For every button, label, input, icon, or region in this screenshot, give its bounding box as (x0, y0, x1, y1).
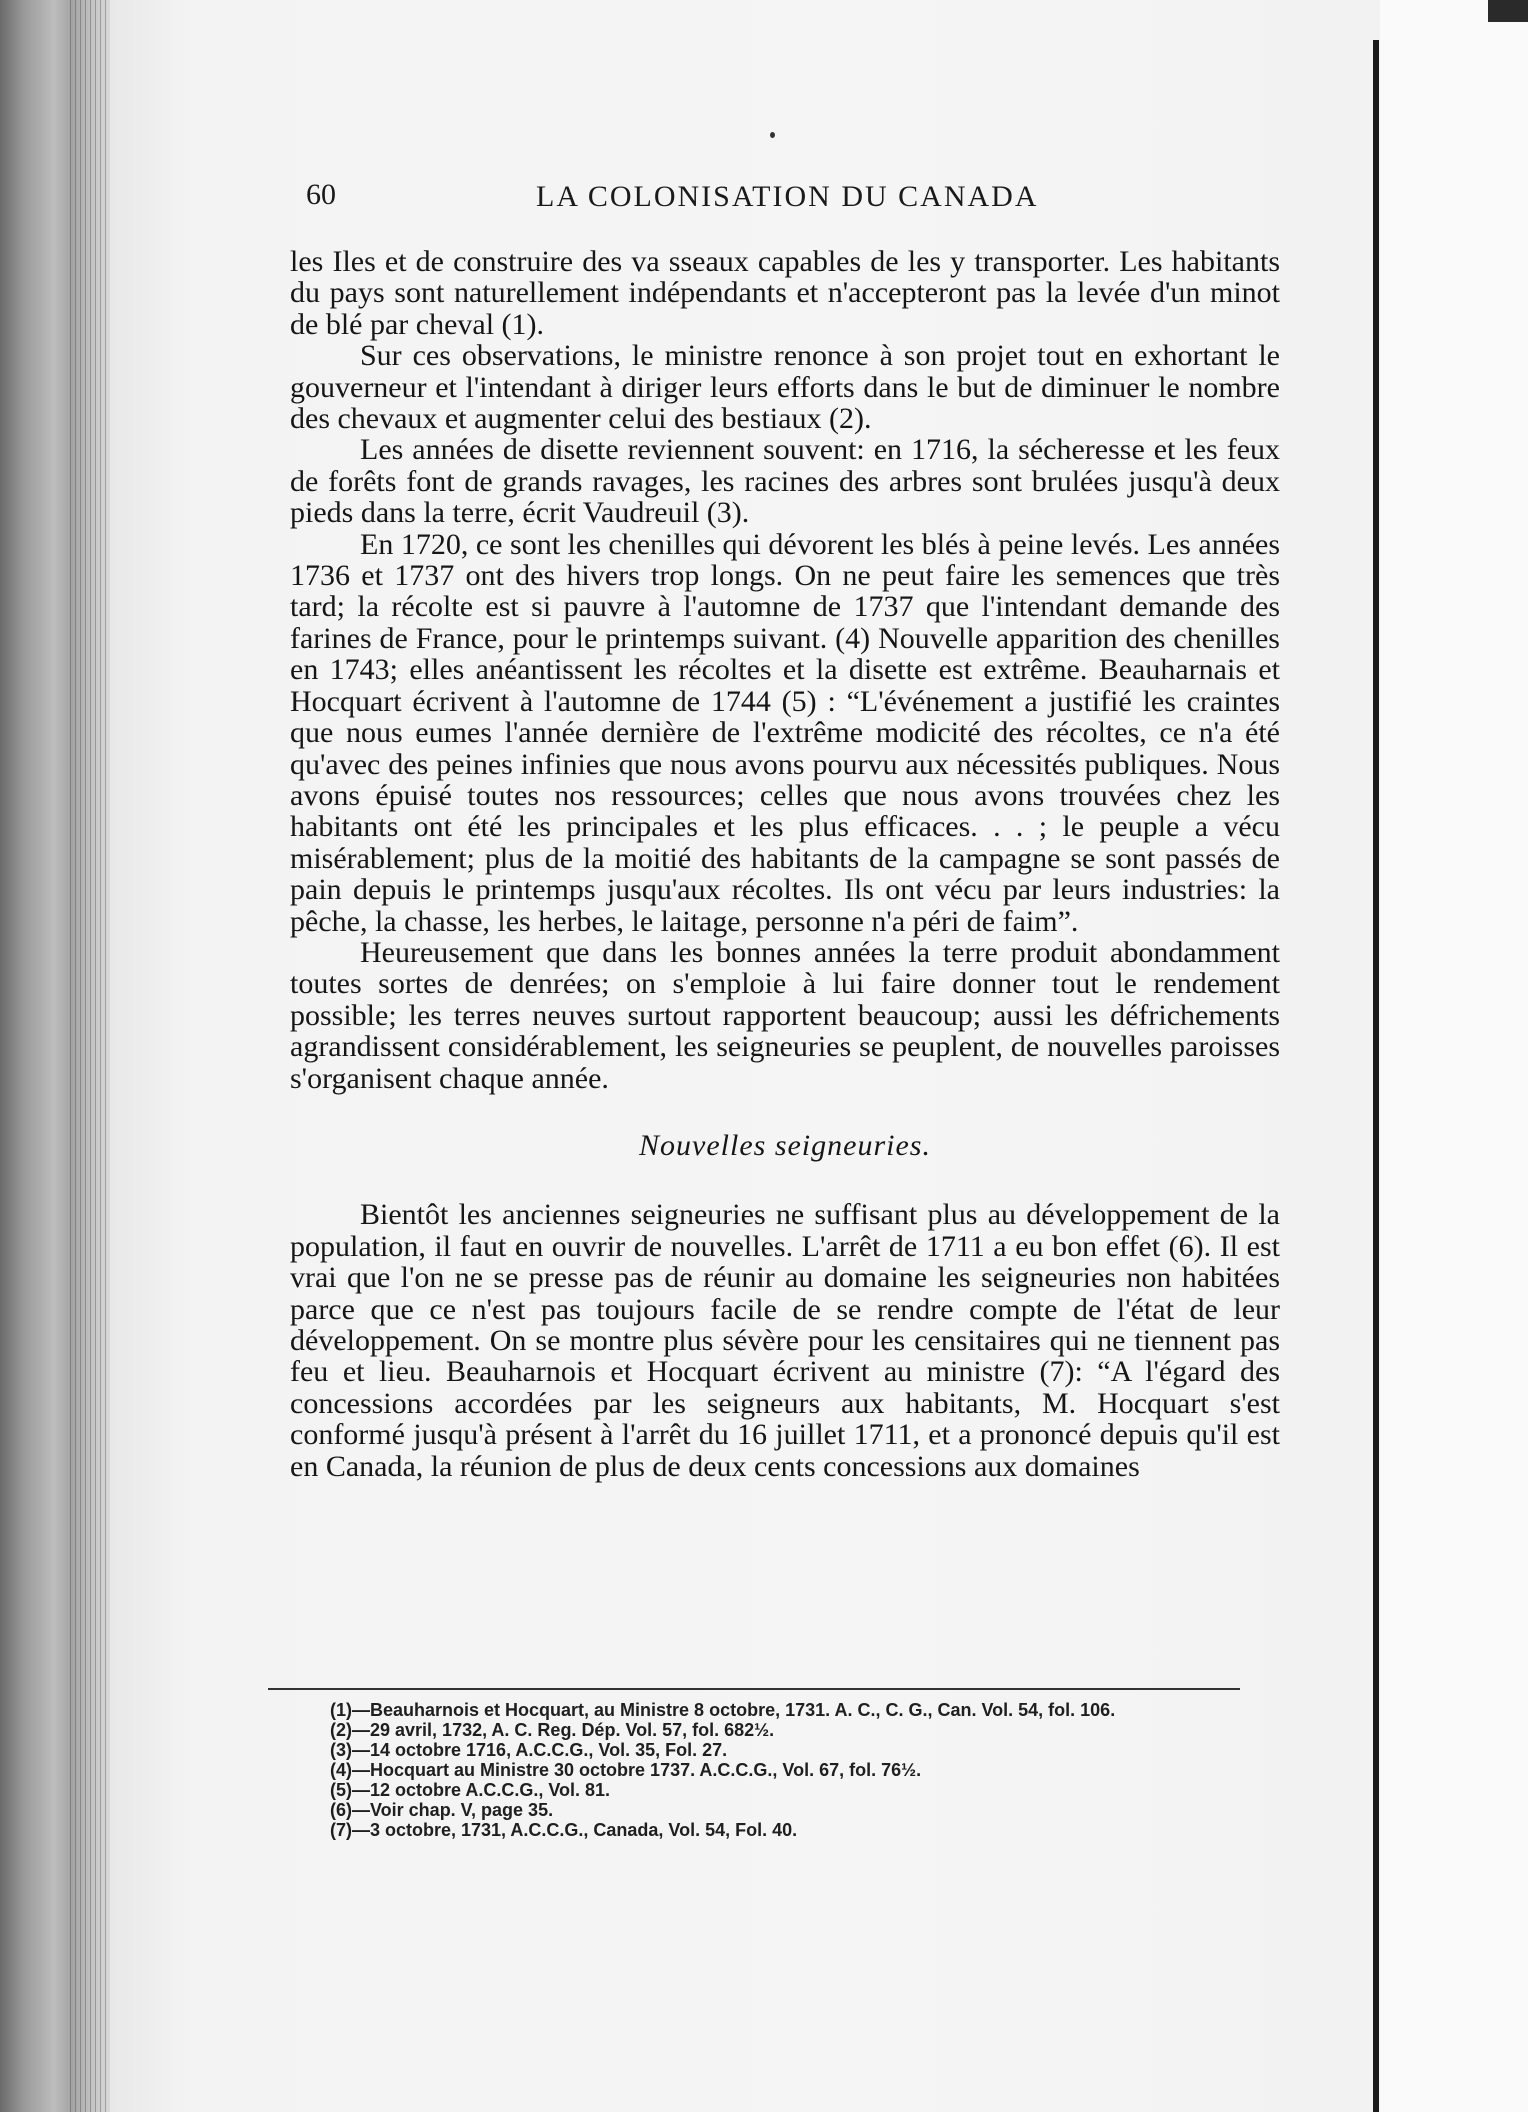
page-edges (70, 0, 110, 2112)
footnote: (4)—Hocquart au Ministre 30 octobre 1737. A.C.C.G., Vol. 67, fol. 76½. (330, 1760, 922, 1780)
paragraph: En 1720, ce sont les chenilles qui dévorent les blés à peine levés. Les années 1736 et 1737 ont des hivers trop longs. On ne peut faire les semences que très tard; la récolte est si pauvre à l'automne de 1737 que l'intendant demande des farines de France, pour le printemps suivant. (4) Nouvelle apparition des chenilles en 1743; elles anéantissent les récoltes et la disette est extrême. Beauharnais et Hocquart écrivent à l'automne de 1744 (5) : “L'événement a justifié les craintes que nous eumes l'année dernière de l'extrême modicité des récoltes, ce n'a été qu'avec des peines infinies que nous avons pourvu aux nécessités publiques. Nous avons épuisé toutes nos ressources; celles que nous avons trouvées chez les habitants ont été les principales et les plus efficaces. . . ; le peuple a vécu misérablement; plus de la moitié des habitants de la campagne se sont passés de pain depuis le printemps jusqu'aux récoltes. Ils ont vécu par leurs industries: la pêche, la chasse, les herbes, le laitage, personne n'a péri de faim”. (290, 527, 1280, 938)
paragraph: Les années de disette reviennent souvent: en 1716, la sécheresse et les feux de forêts font de grands ravages, les racines des arbres sont brulées jusqu'à deux pieds dans la terre, écrit Vaudreuil (3). (290, 433, 1280, 530)
running-title: LA COLONISATION DU CANADA (536, 180, 1039, 213)
section-heading: Nouvelles seigneuries. (639, 1128, 931, 1162)
footnote: (6)—Voir chap. V, page 35. (330, 1800, 554, 1820)
facing-page-edge (1380, 0, 1528, 2112)
footnote: (5)—12 octobre A.C.C.G., Vol. 81. (330, 1780, 611, 1800)
paragraph: les Iles et de construire des va sseaux capables de les y transporter. Les habitants du pays sont naturellement indépendants et n'accepteront pas la levée d'un minot de blé par cheval (1). (290, 245, 1280, 341)
corner-shadow (1488, 0, 1528, 22)
page-number: 60 (306, 178, 336, 211)
page-gutter-shadow (1373, 40, 1379, 2112)
footnote: (7)—3 octobre, 1731, A.C.C.G., Canada, Vol. 54, Fol. 40. (330, 1820, 798, 1840)
paragraph: Heureusement que dans les bonnes années la terre produit abondamment toutes sortes de denrées; on s'emploie à lui faire donner tout le rendement possible; les terres neuves surtout rapportent beaucoup; aussi les défrichements agrandissent considérablement, les seigneuries se peuplent, de nouvelles paroisses s'organisent chaque année. (290, 935, 1280, 1095)
footnote-divider (268, 1688, 1240, 1690)
body-text (290, 246, 1280, 1482)
footnote: (2)—29 avril, 1732, A. C. Reg. Dép. Vol. 57, fol. 682½. (330, 1720, 775, 1740)
page-header (306, 172, 1066, 222)
ink-speck (770, 132, 775, 138)
paragraph: Bientôt les anciennes seigneuries ne suffisant plus au développement de la population, il faut en ouvrir de nouvelles. L'arrêt de 1711 a eu bon effet (6). Il est vrai que l'on ne se presse pas de réunir au domaine les seigneuries non habitées parce que ce n'est pas toujours facile de se rendre compte de l'état de leur développement. On se montre plus sévère pour les censitaires qui ne tiennent pas feu et lieu. Beauharnois et Hocquart écrivent au ministre (7): “A l'égard des concessions accordées par les seigneurs aux habitants, M. Hocquart s'est conformé jusqu'à présent à l'arrêt du 16 juillet 1711, et a prononcé depuis qu'il est en Canada, la réunion de plus de deux cents concessions aux domaines (290, 1198, 1280, 1483)
footnote: (3)—14 octobre 1716, A.C.C.G., Vol. 35, Fol. 27. (330, 1740, 728, 1760)
paragraph: Sur ces observations, le ministre renonce à son projet tout en exhortant le gouverneur et l'intendant à diriger leurs efforts dans le but de diminuer le nombre des chevaux et augmenter celui des bestiaux (2). (290, 339, 1280, 436)
footnotes (330, 1700, 1260, 1840)
footnote: (1)—Beauharnois et Hocquart, au Ministre 8 octobre, 1731. A. C., C. G., Can. Vol. 54, fol. 106. (330, 1700, 1116, 1720)
